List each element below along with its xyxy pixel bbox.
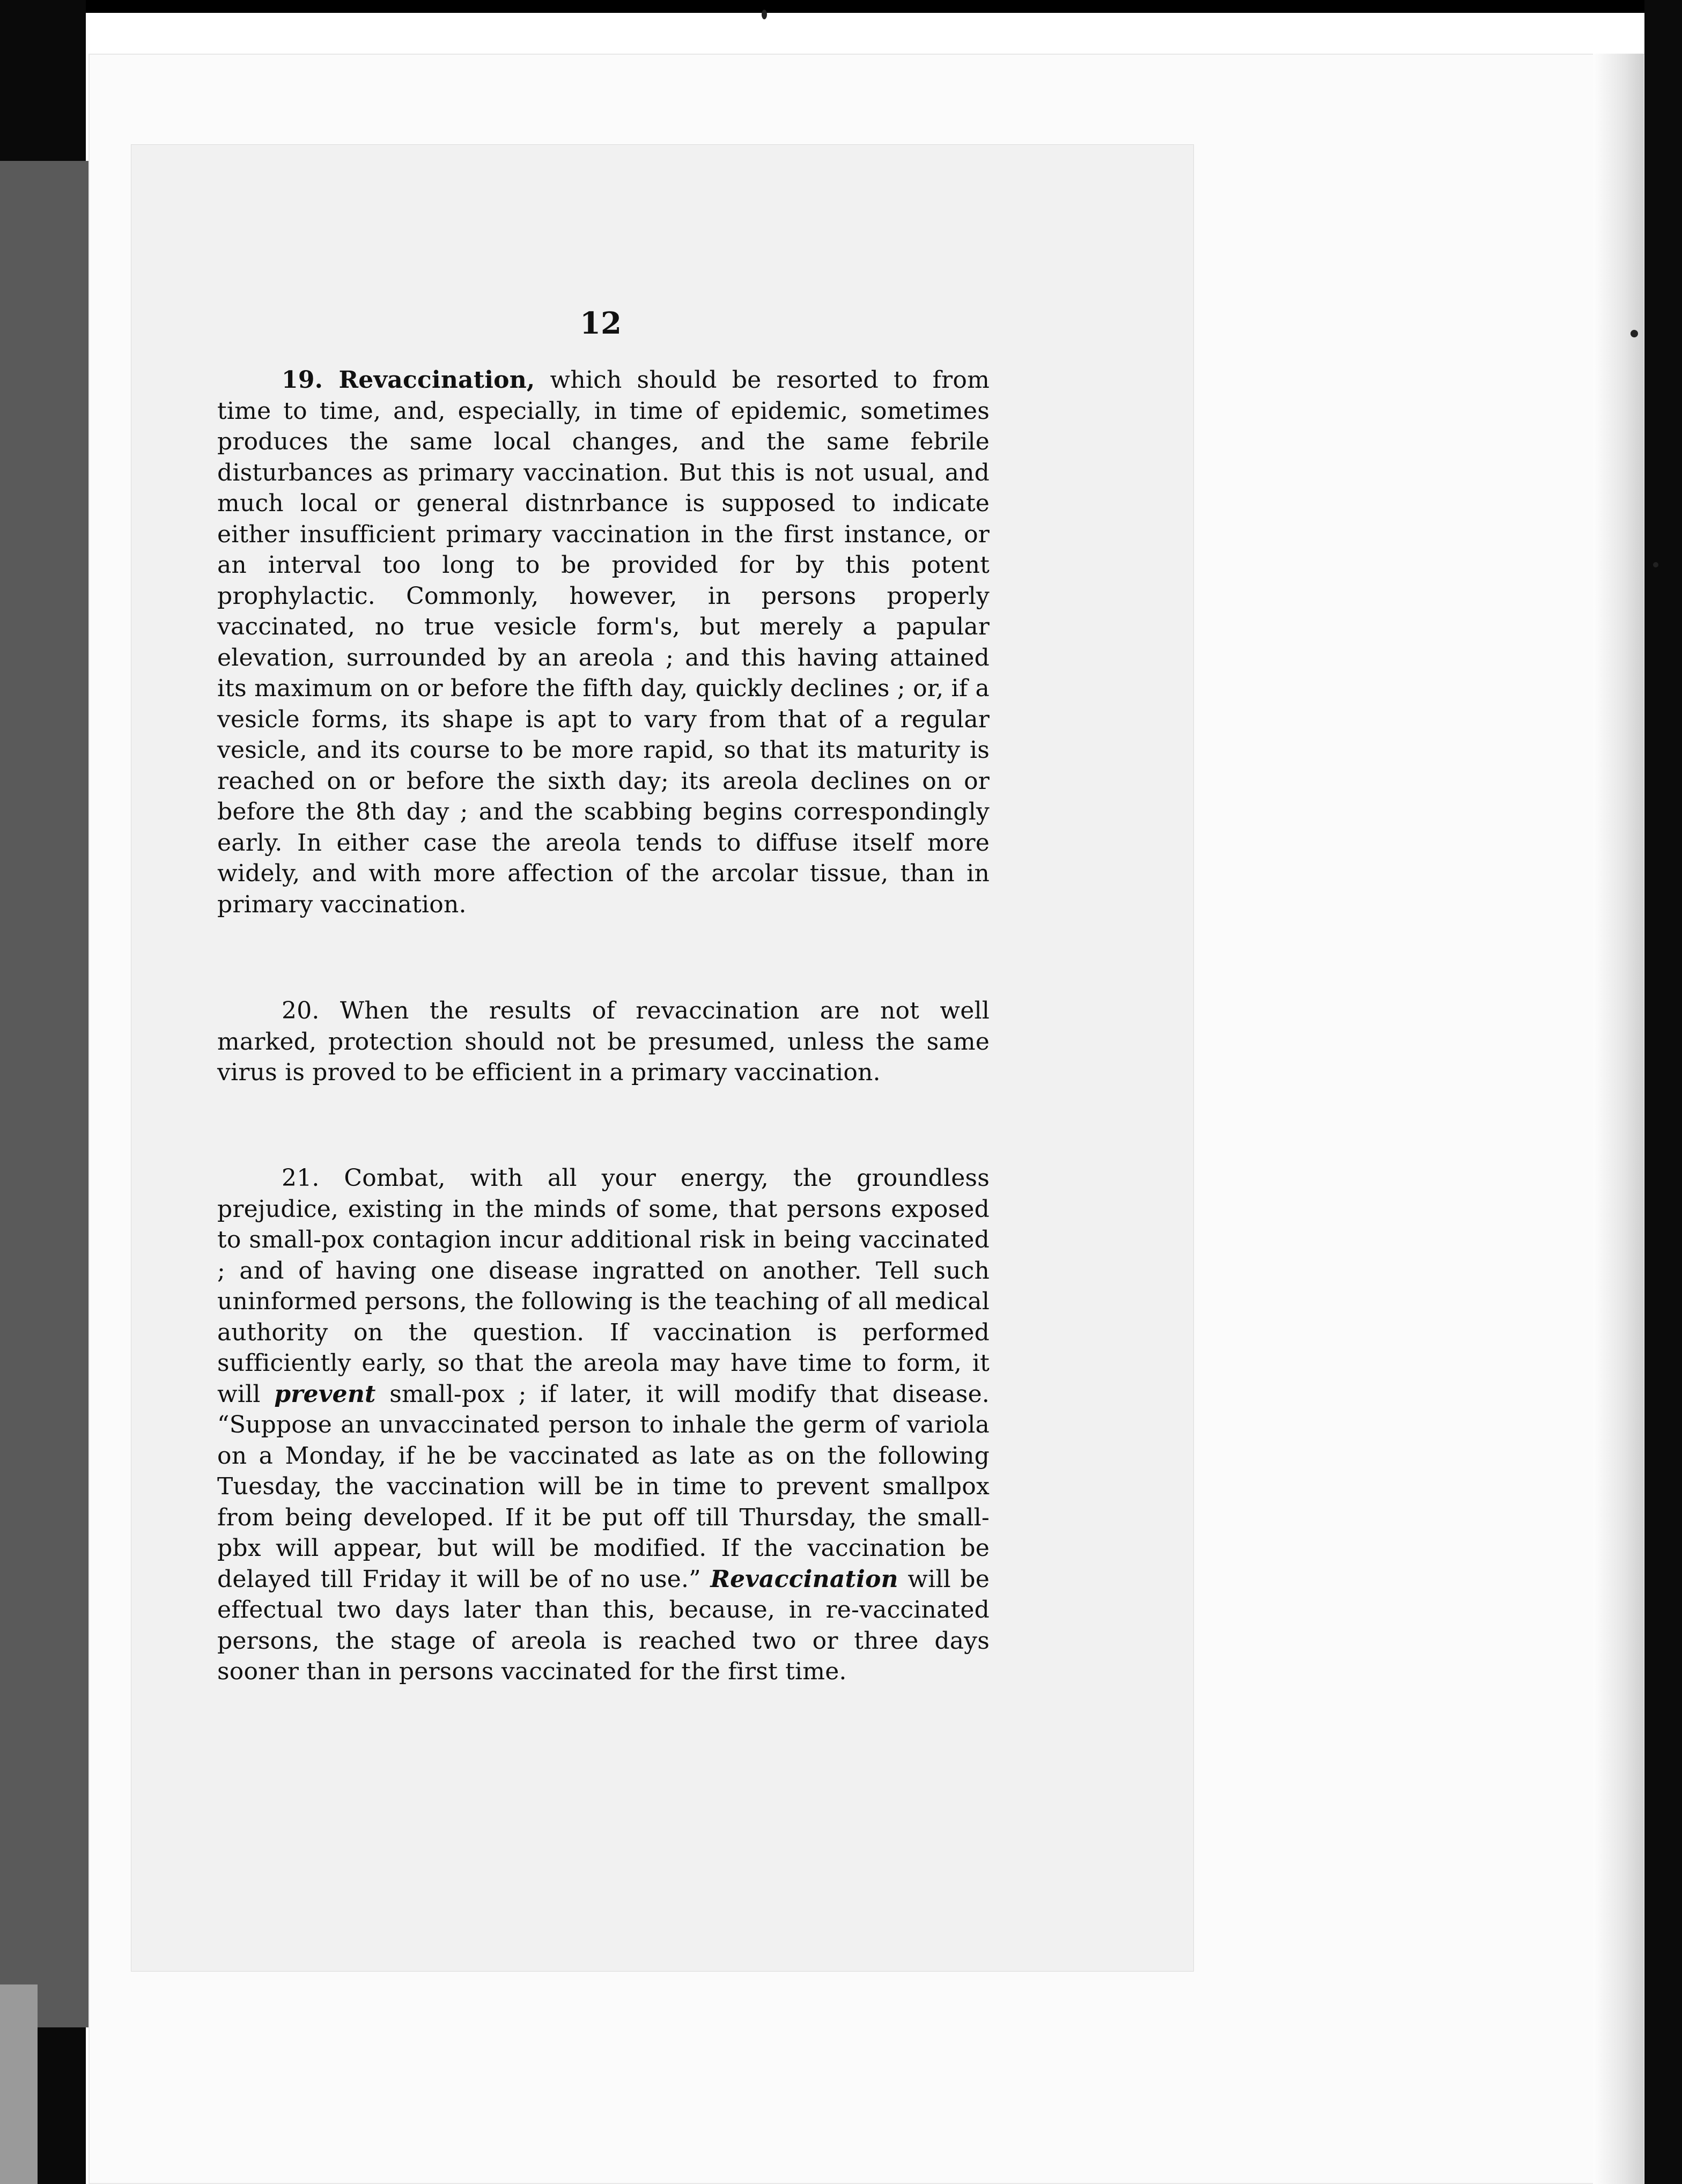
paragraph-21-emphasis-revaccination: Revaccination <box>710 1565 898 1593</box>
paragraph-21-body-2: small-pox ; if later, it will modify that disease. “Suppose an unvaccinated person to inhale the germ of variola on a Monday, if he be vaccinated as late as on the following Tuesday, the vaccination will be in time to prevent smallpox from being developed. If it be put off till Thursday, the small-pbx will appear, but will be modified. If the vaccination be delayed till Friday it will be of no use.” <box>217 1380 990 1593</box>
scan-right-border <box>1644 0 1682 2184</box>
scan-speck <box>1631 330 1638 337</box>
paragraph-21-body-3: will be effectual two days later than this, because, in re-vaccinated persons, the stage of areola is reached two or three days sooner than in persons vaccinated for the first time. <box>217 1565 990 1685</box>
paragraph-20-lead: 20. <box>282 997 320 1024</box>
scan-top-border <box>0 0 1682 13</box>
paragraph-21-emphasis-prevent: prevent <box>274 1380 376 1408</box>
paragraph-20-body: When the results of revaccination are not well marked, protection should not be presumed, unless the same virus is proved to be efficient in a primary vaccination. <box>217 997 990 1086</box>
right-page-fold <box>1593 54 1644 2184</box>
scan-speck <box>1653 562 1658 567</box>
paragraph-19-body: which should be resorted to from time to time, and, especially, in time of epidemic, sometimes produces the same local changes, and the same febrile disturbances as primary vaccination. But this is not usual, and much local or general distnrbance is supposed to indicate either insufficient primary vaccination in the first instance, or an interval too long to be provided for by this potent prophylactic. Commonly, however, in persons properly vaccinated, no true vesicle form's, but merely a papular elevation, surrounded by an areola ; and this having attained its maximum on or before the fifth day, quickly declines ; or, if a vesicle forms, its shape is apt to vary from that of a regular vesicle, and its course to be more rapid, so that its maturity is reached on or before the sixth day; its areola declines on or before the 8th day ; and the scabbing begins correspondingly early. In either case the areola tends to diffuse itself more widely, and with more affection of the arcolar tissue, than in primary vaccination. <box>217 366 990 918</box>
page-number: 12 <box>580 306 622 341</box>
scan-speck <box>762 10 767 19</box>
paragraph-21-body-1: Combat, with all your energy, the groundless prejudice, existing in the minds of some, that persons exposed to small-pox contagion incur additional risk in being vaccinated ; and of having one disease ingratted on another. Tell such uninformed persons, the following is the teaching of all medical authority on the question. If vaccination is performed sufficiently early, so that the areola may have time to form, it will <box>217 1164 990 1408</box>
paragraph-19 <box>217 365 990 920</box>
paragraph-20 <box>217 995 990 1088</box>
paragraph-21-lead: 21. <box>282 1164 320 1192</box>
scan-left-gray-bottom <box>0 1984 38 2184</box>
paragraph-21 <box>217 1163 990 1687</box>
paragraph-19-lead: 19. Revaccination, <box>282 366 535 394</box>
